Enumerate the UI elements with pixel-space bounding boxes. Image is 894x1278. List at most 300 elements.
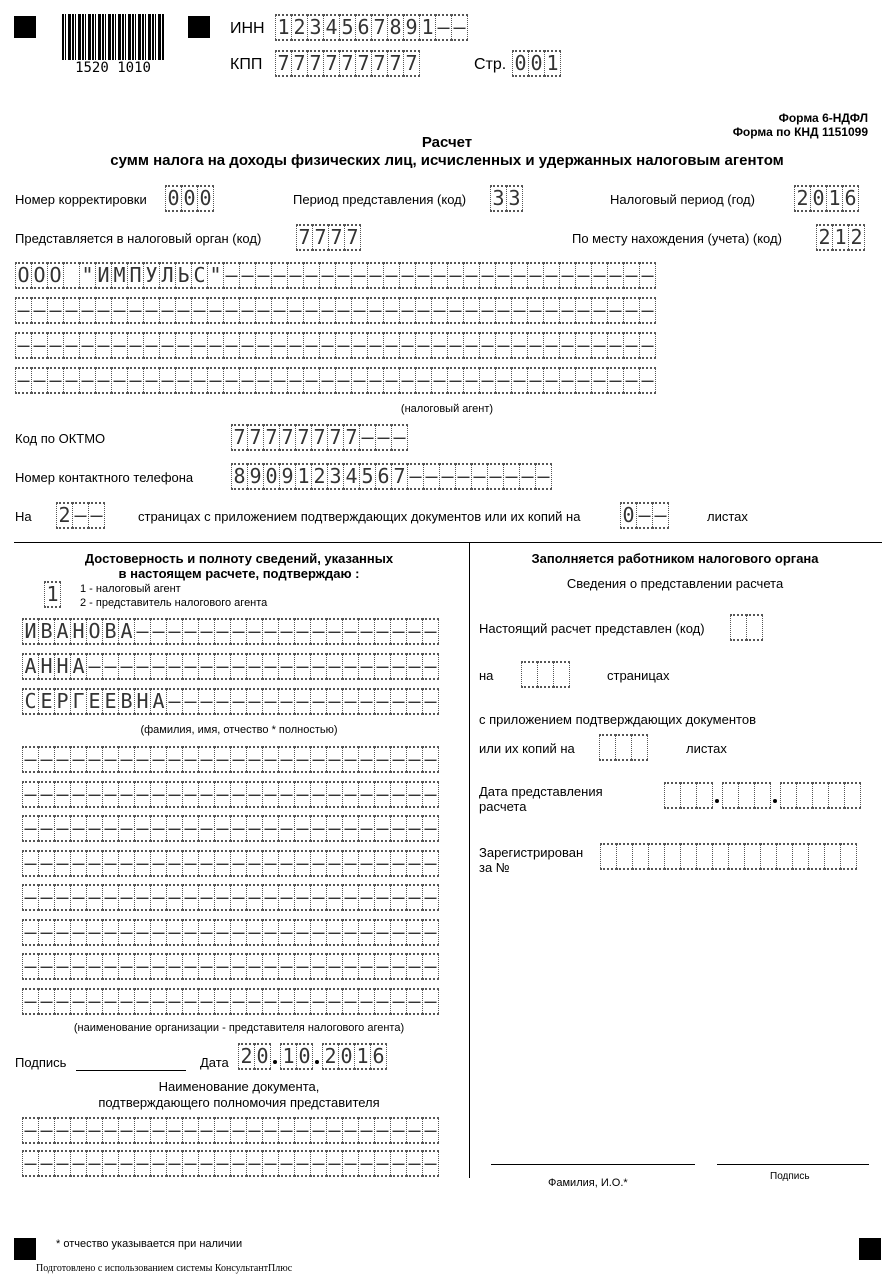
char-cell: 7 (328, 224, 345, 251)
char-cell: – (287, 262, 304, 289)
char-cell (615, 734, 632, 761)
registered-label-2: за № (479, 860, 510, 875)
char-cell: – (455, 463, 472, 490)
char-cell: – (54, 781, 71, 808)
char-cell: – (143, 367, 160, 394)
tax-organ-label: Представляется в налоговый орган (код) (15, 231, 262, 246)
char-cell: – (22, 988, 39, 1015)
char-cell: – (111, 367, 128, 394)
char-cell: – (15, 367, 32, 394)
form-subtitle: сумм налога на доходы физических лиц, исчисленных и удержанных налоговым агентом (110, 152, 784, 169)
char-cell: – (262, 988, 279, 1015)
char-cell: – (182, 1150, 199, 1177)
char-cell: – (47, 367, 64, 394)
char-cell: 4 (323, 14, 340, 41)
char-cell: – (479, 262, 496, 289)
char-cell: – (271, 262, 288, 289)
char-cell: – (38, 1117, 55, 1144)
char-cell: – (262, 1117, 279, 1144)
char-cell: – (150, 618, 167, 645)
office-fio-line[interactable] (491, 1164, 695, 1165)
char-cell: 6 (842, 185, 859, 212)
inn-field[interactable] (275, 14, 467, 41)
char-cell: – (406, 688, 423, 715)
char-cell: – (358, 815, 375, 842)
dash-row[interactable] (22, 781, 438, 808)
sign-line[interactable] (76, 1070, 186, 1071)
char-cell: – (38, 850, 55, 877)
dash-row[interactable] (22, 815, 438, 842)
char-cell: – (422, 815, 439, 842)
char-cell: Е (38, 688, 55, 715)
char-cell: – (239, 297, 256, 324)
char-cell: – (422, 746, 439, 773)
on-label: на (479, 668, 494, 683)
char-cell: 7 (312, 224, 329, 251)
char-cell: Н (70, 618, 87, 645)
char-cell (599, 734, 616, 761)
char-cell: – (118, 781, 135, 808)
char-cell (828, 782, 845, 809)
char-cell: – (326, 953, 343, 980)
char-cell: – (422, 884, 439, 911)
char-cell: – (86, 988, 103, 1015)
tax-period-field[interactable] (794, 185, 858, 212)
char-cell: – (390, 653, 407, 680)
dash-row[interactable] (22, 850, 438, 877)
char-cell: – (191, 332, 208, 359)
char-cell: – (406, 884, 423, 911)
char-cell: Л (159, 262, 176, 289)
char-cell: – (287, 297, 304, 324)
char-cell: – (102, 850, 119, 877)
char-cell: – (278, 919, 295, 946)
char-cell: – (423, 463, 440, 490)
char-cell: – (358, 618, 375, 645)
char-cell: – (463, 332, 480, 359)
char-cell: 2 (848, 224, 865, 251)
char-cell: – (70, 850, 87, 877)
char-cell: – (431, 367, 448, 394)
char-cell: 1 (826, 185, 843, 212)
office-sign-line[interactable] (717, 1164, 869, 1165)
char-cell: – (358, 746, 375, 773)
char-cell: – (422, 953, 439, 980)
char-cell: – (63, 367, 80, 394)
char-cell: – (310, 653, 327, 680)
char-cell: – (198, 953, 215, 980)
char-cell: – (342, 618, 359, 645)
char-cell: – (166, 919, 183, 946)
char-cell: – (310, 688, 327, 715)
pages-prefix: На (15, 509, 32, 524)
char-cell: Г (70, 688, 87, 715)
char-cell: – (294, 884, 311, 911)
name-field[interactable] (22, 653, 438, 680)
char-cell: – (294, 850, 311, 877)
char-cell: – (342, 653, 359, 680)
char-cell: – (422, 653, 439, 680)
char-cell: – (102, 919, 119, 946)
char-cell: – (511, 262, 528, 289)
char-cell: – (303, 262, 320, 289)
char-cell: – (374, 746, 391, 773)
char-cell: 9 (247, 463, 264, 490)
office-date-day[interactable] (664, 782, 712, 809)
char-cell: – (118, 1150, 135, 1177)
char-cell: 7 (247, 424, 264, 451)
char-cell: 7 (323, 50, 340, 77)
char-cell: 2 (322, 1043, 339, 1070)
char-cell: О (31, 262, 48, 289)
char-cell: – (134, 781, 151, 808)
char-cell: – (255, 297, 272, 324)
char-cell: – (527, 262, 544, 289)
char-cell: – (559, 332, 576, 359)
period-label: Период представления (код) (293, 192, 467, 207)
date-day[interactable] (238, 1043, 270, 1070)
char-cell: – (102, 953, 119, 980)
char-cell: – (422, 850, 439, 877)
corner-marker-bottom-right (859, 1238, 881, 1260)
char-cell: – (479, 297, 496, 324)
char-cell: – (246, 919, 263, 946)
char-cell: 0 (338, 1043, 355, 1070)
char-cell: – (342, 781, 359, 808)
char-cell: – (246, 688, 263, 715)
period-field[interactable] (490, 185, 522, 212)
char-cell: – (54, 919, 71, 946)
char-cell: – (118, 1117, 135, 1144)
office-pages-field[interactable] (521, 661, 569, 688)
char-cell: – (342, 815, 359, 842)
location-field[interactable] (816, 224, 864, 251)
office-fio-label: Фамилия, И.О.* (548, 1177, 628, 1189)
char-cell: – (463, 297, 480, 324)
char-cell: – (22, 953, 39, 980)
confirm-title-1: Достоверность и полноту сведений, указанных (84, 551, 394, 566)
pages-field[interactable] (56, 502, 104, 529)
char-cell: – (543, 332, 560, 359)
char-cell: – (374, 688, 391, 715)
char-cell: – (294, 1150, 311, 1177)
char-cell: – (374, 1117, 391, 1144)
char-cell: – (399, 262, 416, 289)
char-cell (744, 843, 761, 870)
option-agent: 1 - налоговый агент (80, 583, 181, 595)
char-cell: – (198, 1117, 215, 1144)
char-cell (696, 782, 713, 809)
char-cell: – (326, 781, 343, 808)
char-cell: – (407, 463, 424, 490)
char-cell: И (95, 262, 112, 289)
location-label: По месту нахождения (учета) (код) (572, 231, 782, 246)
char-cell: – (639, 332, 656, 359)
char-cell: – (294, 988, 311, 1015)
char-cell: – (374, 618, 391, 645)
char-cell: – (175, 367, 192, 394)
char-cell: – (326, 653, 343, 680)
char-cell: – (214, 988, 231, 1015)
agent-row-4[interactable] (15, 367, 655, 394)
char-cell: – (422, 618, 439, 645)
pages-middle: страницах с приложением подтверждающих документов или их копий на (138, 509, 581, 524)
char-cell: – (374, 653, 391, 680)
char-cell: – (22, 1117, 39, 1144)
char-cell: – (406, 746, 423, 773)
agent-row-2[interactable] (15, 297, 655, 324)
char-cell: – (70, 884, 87, 911)
tax-period-label: Налоговый период (год) (610, 192, 755, 207)
char-cell: – (214, 1117, 231, 1144)
dash-row[interactable] (22, 746, 438, 773)
char-cell: – (166, 781, 183, 808)
char-cell: – (102, 884, 119, 911)
office-date-label-2: расчета (479, 799, 527, 814)
registered-number-field[interactable] (600, 843, 856, 870)
char-cell: В (38, 618, 55, 645)
char-cell (722, 782, 739, 809)
char-cell: – (150, 781, 167, 808)
char-cell: – (230, 618, 247, 645)
char-cell: – (134, 618, 151, 645)
char-cell: – (294, 953, 311, 980)
char-cell: – (182, 988, 199, 1015)
char-cell: – (47, 332, 64, 359)
char-cell: – (230, 746, 247, 773)
date-year[interactable] (322, 1043, 386, 1070)
char-cell: 0 (528, 50, 545, 77)
char-cell: – (54, 1150, 71, 1177)
char-cell: – (326, 688, 343, 715)
char-cell: – (182, 653, 199, 680)
oktmo-field[interactable] (231, 424, 407, 451)
registered-label-1: Зарегистрирован (479, 845, 584, 860)
char-cell: – (246, 953, 263, 980)
char-cell: – (159, 297, 176, 324)
dash-row[interactable] (22, 884, 438, 911)
char-cell: – (22, 850, 39, 877)
dash-row[interactable] (22, 1117, 438, 1144)
tax-organ-field[interactable] (296, 224, 360, 251)
char-cell: – (439, 463, 456, 490)
char-cell: 7 (355, 50, 372, 77)
agent-row-3[interactable] (15, 332, 655, 359)
char-cell: – (118, 919, 135, 946)
char-cell: – (246, 746, 263, 773)
char-cell: – (79, 332, 96, 359)
agent-row-1[interactable] (15, 262, 655, 289)
char-cell: – (503, 463, 520, 490)
char-cell: – (422, 781, 439, 808)
char-cell: – (102, 1150, 119, 1177)
char-cell: Н (134, 688, 151, 715)
char-cell: – (150, 953, 167, 980)
char-cell: – (31, 297, 48, 324)
char-cell: – (278, 850, 295, 877)
char-cell: – (159, 367, 176, 394)
char-cell: – (166, 884, 183, 911)
char-cell: – (358, 1150, 375, 1177)
char-cell (780, 782, 797, 809)
char-cell: – (70, 919, 87, 946)
char-cell: – (422, 1117, 439, 1144)
office-date-field[interactable] (664, 782, 860, 809)
char-cell: В (102, 618, 119, 645)
date-month[interactable] (280, 1043, 312, 1070)
char-cell: – (390, 1150, 407, 1177)
char-cell: – (31, 367, 48, 394)
char-cell: – (319, 262, 336, 289)
char-cell: – (342, 988, 359, 1015)
char-cell: – (262, 1150, 279, 1177)
char-cell: – (447, 262, 464, 289)
char-cell: – (70, 781, 87, 808)
char-cell: – (166, 815, 183, 842)
office-sheets-field[interactable] (599, 734, 647, 761)
char-cell: – (278, 1117, 295, 1144)
char-cell: – (310, 1117, 327, 1144)
char-cell: – (150, 850, 167, 877)
char-cell: – (262, 815, 279, 842)
char-cell: – (182, 781, 199, 808)
char-cell: – (150, 884, 167, 911)
dash-row[interactable] (22, 988, 438, 1015)
page-field[interactable] (512, 50, 560, 77)
office-date-month[interactable] (722, 782, 770, 809)
char-cell: – (342, 953, 359, 980)
char-cell: – (150, 815, 167, 842)
char-cell: – (86, 850, 103, 877)
office-date-year[interactable] (780, 782, 860, 809)
page-label: Стр. (474, 56, 507, 73)
char-cell: П (127, 262, 144, 289)
char-cell: 0 (197, 185, 214, 212)
char-cell: – (262, 850, 279, 877)
char-cell: – (143, 297, 160, 324)
char-cell: – (38, 815, 55, 842)
char-cell: – (278, 781, 295, 808)
char-cell: – (310, 746, 327, 773)
char-cell: – (86, 815, 103, 842)
char-cell: – (230, 919, 247, 946)
char-cell: – (351, 262, 368, 289)
char-cell: Е (86, 688, 103, 715)
char-cell: – (118, 746, 135, 773)
char-cell: – (150, 988, 167, 1015)
char-cell: – (95, 367, 112, 394)
char-cell: – (230, 653, 247, 680)
char-cell: – (375, 424, 392, 451)
char-cell: – (70, 988, 87, 1015)
dash-row[interactable] (22, 919, 438, 946)
char-cell: – (22, 884, 39, 911)
char-cell: – (143, 332, 160, 359)
char-cell: – (463, 262, 480, 289)
char-cell: – (287, 332, 304, 359)
char-cell: – (399, 332, 416, 359)
char-cell: – (383, 262, 400, 289)
char-cell: – (134, 919, 151, 946)
char-cell: – (487, 463, 504, 490)
char-cell: – (214, 953, 231, 980)
correction-label: Номер корректировки (15, 192, 147, 207)
char-cell: – (134, 884, 151, 911)
char-cell: – (639, 262, 656, 289)
char-cell: – (287, 367, 304, 394)
correction-field[interactable] (165, 185, 213, 212)
char-cell: – (230, 815, 247, 842)
surname-field[interactable] (22, 618, 438, 645)
char-cell: – (303, 332, 320, 359)
char-cell: – (70, 815, 87, 842)
char-cell: – (22, 1150, 39, 1177)
presented-code[interactable] (730, 614, 762, 641)
char-cell: – (451, 14, 468, 41)
date-separator (770, 782, 780, 809)
char-cell: – (262, 953, 279, 980)
char-cell: – (214, 688, 231, 715)
char-cell (840, 843, 857, 870)
char-cell: М (111, 262, 128, 289)
char-cell: – (623, 367, 640, 394)
char-cell: – (367, 297, 384, 324)
char-cell: – (150, 919, 167, 946)
phone-field[interactable] (231, 463, 551, 490)
char-cell: О (15, 262, 32, 289)
char-cell: – (310, 919, 327, 946)
char-cell: – (367, 262, 384, 289)
char-cell: – (519, 463, 536, 490)
char-cell: – (390, 815, 407, 842)
char-cell: 3 (506, 185, 523, 212)
char-cell: Р (54, 688, 71, 715)
char-cell: – (406, 781, 423, 808)
char-cell: – (134, 1150, 151, 1177)
char-cell: – (374, 988, 391, 1015)
char-cell: – (422, 688, 439, 715)
char-cell: 7 (311, 424, 328, 451)
date-field[interactable] (238, 1043, 386, 1070)
char-cell: 9 (403, 14, 420, 41)
sheets-field[interactable] (620, 502, 668, 529)
char-cell: – (575, 262, 592, 289)
char-cell: – (351, 332, 368, 359)
char-cell: – (175, 332, 192, 359)
oktmo-label: Код по ОКТМО (15, 431, 106, 446)
dash-row[interactable] (22, 1150, 438, 1177)
char-cell: – (294, 746, 311, 773)
corner-marker-top-mid (188, 16, 210, 38)
char-cell: – (86, 953, 103, 980)
dash-row[interactable] (22, 953, 438, 980)
patronymic-field[interactable] (22, 688, 438, 715)
char-cell: – (390, 746, 407, 773)
char-cell: – (335, 332, 352, 359)
char-cell: О (86, 618, 103, 645)
char-cell: – (159, 332, 176, 359)
char-cell: 7 (343, 424, 360, 451)
char-cell: – (182, 618, 199, 645)
char-cell: Н (54, 653, 71, 680)
char-cell: 3 (327, 463, 344, 490)
char-cell: – (383, 332, 400, 359)
char-cell: А (22, 653, 39, 680)
kpp-field[interactable] (275, 50, 419, 77)
signer-code-field[interactable] (44, 581, 60, 608)
barcode-number: 1520 1010 (75, 60, 151, 76)
char-cell: Ь (175, 262, 192, 289)
